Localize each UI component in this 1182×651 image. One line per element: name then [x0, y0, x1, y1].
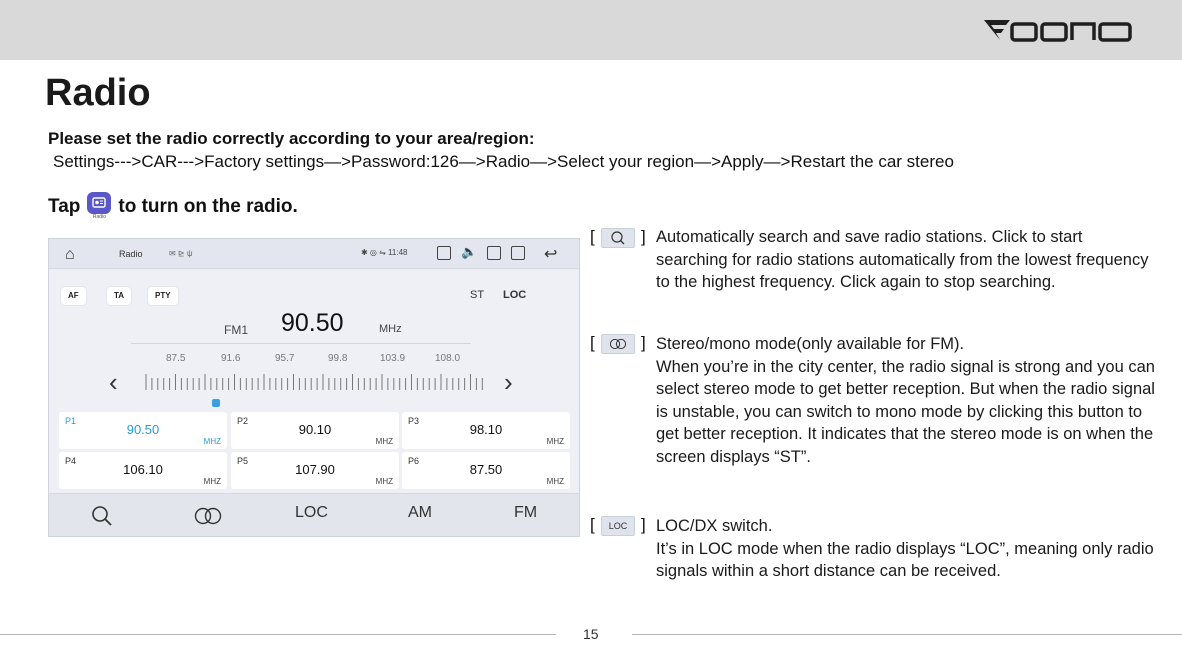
camera-icon[interactable]: [437, 246, 451, 260]
am-button[interactable]: AM: [408, 504, 432, 521]
stereo-title: Stereo/mono mode(only available for FM).: [656, 335, 965, 353]
scale-tick: 95.7: [275, 353, 295, 364]
radio-screenshot: [48, 238, 580, 537]
stereo-icon[interactable]: [193, 507, 223, 525]
preset-p3[interactable]: [402, 412, 570, 449]
preset-frequency: 98.10: [469, 422, 503, 437]
scale-divider: [131, 343, 471, 344]
preset-p1[interactable]: [59, 412, 227, 449]
bracket-close: ]: [641, 227, 646, 246]
radio-bottom-bar: [49, 493, 580, 537]
preset-frequency: 90.50: [126, 422, 160, 437]
preset-frequency: 87.50: [469, 462, 503, 477]
search-icon: [601, 228, 635, 248]
st-indicator: ST: [470, 289, 485, 301]
preset-name: P4: [65, 456, 77, 466]
stereo-description: [656, 333, 1156, 468]
window-icon[interactable]: [511, 246, 525, 260]
frequency-ruler[interactable]: [144, 373, 489, 391]
af-button[interactable]: AF: [61, 287, 86, 305]
preset-frequency: 107.90: [295, 462, 335, 477]
loc-text: It’s in LOC mode when the radio displays “LOC”, meaning only radio signals within a short distance can be received.: [656, 539, 1154, 580]
loc-button[interactable]: LOC: [295, 504, 328, 521]
instruction-heading: Please set the radio correctly according to your area/region:: [48, 129, 535, 148]
preset-unit: MHZ: [375, 437, 393, 446]
scale-tick: 91.6: [221, 353, 241, 364]
loc-description: [656, 515, 1156, 583]
scale-tick: 108.0: [435, 353, 461, 364]
scale-tick: 87.5: [166, 353, 186, 364]
scale-tick: 103.9: [380, 353, 406, 364]
home-icon[interactable]: ⌂: [65, 246, 75, 263]
bracket-open: [: [590, 227, 595, 246]
loc-indicator: LOC: [503, 289, 527, 301]
status-bar: [49, 239, 580, 269]
preset-name: P6: [408, 456, 420, 466]
stereo-text: When you’re in the city center, the radio signal is strong and you can select stereo mode to get better reception. But when the radio signal is unstable, you can switch to mono mode by clicking this button to get better reception. It indicates that the stereo mode is on when the screen displays “ST”.: [656, 357, 1155, 466]
fm-button[interactable]: FM: [514, 504, 538, 521]
preset-name: P1: [65, 416, 77, 426]
preset-p6[interactable]: [402, 452, 570, 489]
preset-name: P5: [237, 456, 249, 466]
preset-frequency: 90.10: [298, 422, 332, 437]
tap-prefix: Tap: [48, 196, 81, 217]
preset-unit: MHZ: [203, 437, 221, 446]
preset-frequency: 106.10: [123, 462, 163, 477]
seek-left-icon[interactable]: ‹: [109, 367, 118, 397]
close-box-icon[interactable]: [487, 246, 501, 260]
band-label: FM1: [224, 323, 248, 337]
search-description: Automatically search and save radio stations. Click to start searching for radio stations automatically from the lowest frequency to the highest frequency. Click again to stop searching.: [656, 228, 1149, 291]
preset-p2[interactable]: [231, 412, 399, 449]
preset-unit: MHZ: [375, 477, 393, 486]
radio-app-icon: [86, 192, 112, 222]
tap-suffix: to turn on the radio.: [118, 196, 298, 217]
frequency-marker[interactable]: [212, 399, 220, 407]
bracket-close: ]: [641, 515, 646, 534]
scale-tick: 99.8: [328, 353, 348, 364]
preset-unit: MHZ: [546, 437, 564, 446]
loc-title: LOC/DX switch.: [656, 517, 773, 535]
bracket-close: ]: [641, 333, 646, 352]
preset-name: P2: [237, 416, 249, 426]
preset-p4[interactable]: [59, 452, 227, 489]
volume-icon[interactable]: 🔈: [461, 244, 478, 259]
frequency-unit: MHz: [379, 323, 402, 335]
frequency-display: 90.50: [281, 309, 344, 337]
instruction-path: Settings--->CAR--->Factory settings—>Password:126—>Radio—>Select your region—>Apply—>Restart the car stereo: [53, 152, 954, 171]
ta-button[interactable]: TA: [107, 287, 131, 305]
page-title: Radio: [45, 72, 151, 114]
tap-instruction: [48, 192, 298, 222]
seek-right-icon[interactable]: ›: [504, 367, 513, 397]
footer-divider: [632, 634, 1182, 635]
header-bar: [0, 0, 1182, 60]
loc-button-label: LOC: [601, 516, 635, 536]
footer-divider: [0, 634, 556, 635]
back-icon[interactable]: ↩: [544, 246, 558, 263]
bracket-open: [: [590, 515, 595, 534]
status-time: ✱ ◎ ⇋ 11:48: [361, 248, 408, 257]
preset-name: P3: [408, 416, 420, 426]
radio-app-label: Radio: [92, 214, 106, 220]
eonon-logo: [982, 16, 1134, 46]
preset-unit: MHZ: [203, 477, 221, 486]
page-number: 15: [583, 626, 599, 642]
preset-p5[interactable]: [231, 452, 399, 489]
preset-unit: MHZ: [546, 477, 564, 486]
status-title: Radio: [119, 249, 143, 259]
search-icon[interactable]: [91, 505, 113, 527]
pty-button[interactable]: PTY: [148, 287, 178, 305]
bracket-open: [: [590, 333, 595, 352]
stereo-icon: [601, 334, 635, 354]
status-indicators-icon: ✉ ⊵ ψ: [169, 249, 193, 258]
